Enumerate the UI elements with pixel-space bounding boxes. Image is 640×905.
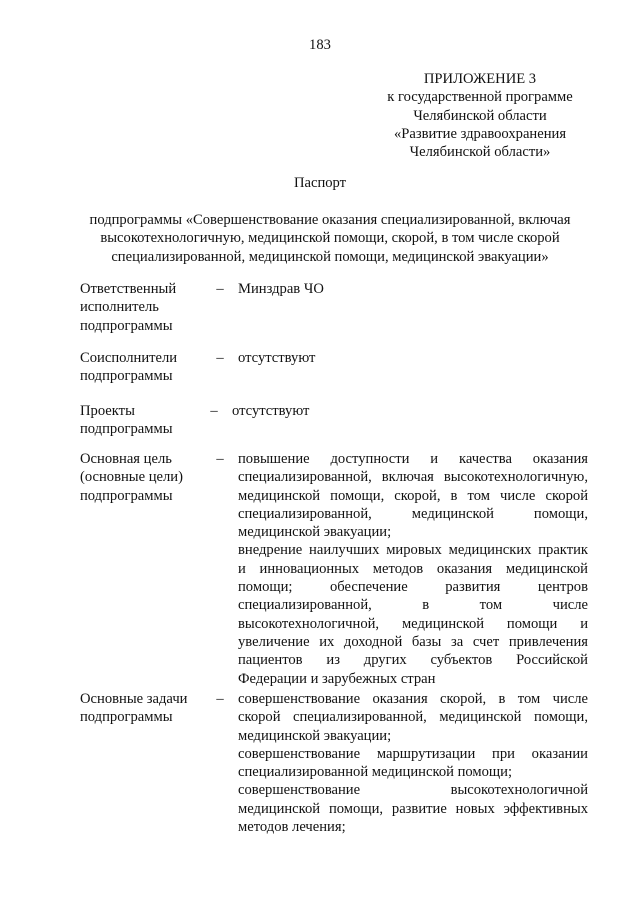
dash-separator: – [216, 350, 224, 366]
tasks-value [238, 690, 588, 836]
goal-line: специализированной, медицинской помощи, [238, 505, 588, 522]
appendix-header [360, 70, 600, 161]
dash-separator: – [216, 691, 224, 707]
goal-line: помощи; обеспечение развития центров [238, 579, 588, 596]
responsible-executor-value: Минздрав ЧО [238, 281, 324, 297]
task-line: совершенствование маршрутизации при оказании [238, 745, 588, 762]
dash-separator: – [216, 281, 224, 297]
goal-line: медицинской помощи, скорой, в том числе скорой [238, 487, 588, 504]
task-line: совершенствование оказания скорой, в том числе [238, 691, 588, 707]
projects-label: Проекты подпрограммы [80, 403, 173, 438]
subprogram-title-line: специализированной, медицинской помощи, медицинской эвакуации» [111, 248, 549, 265]
appendix-line: «Развитие здравоохранения [393, 125, 567, 142]
projects-row [80, 402, 590, 440]
subprogram-title-line: высокотехнологичную, медицинской помощи, скорой, в том числе скорой [100, 230, 560, 247]
passport-title: Паспорт [293, 175, 347, 191]
co-executors-label: Соисполнители подпрограммы [80, 350, 178, 385]
co-executors-value: отсутствуют [238, 350, 316, 366]
appendix-line: Челябинской области» [409, 144, 551, 161]
appendix-line: к государственной программе [387, 89, 573, 106]
goal-line: и инновационных методов оказания медицинской [238, 560, 588, 577]
task-line: специализированной медицинской помощи; [238, 764, 513, 781]
projects-value: отсутствуют [232, 403, 310, 419]
task-line: медицинской эвакуации; [238, 727, 392, 744]
responsible-executor-row [80, 280, 590, 336]
goal-line: увеличение их доходной базы за счет привлечения [238, 633, 588, 650]
goal-line: высокотехнологичной, медицинской помощи и [238, 615, 588, 632]
subprogram-title-line: подпрограммы «Совершенствование оказания специализированной, включая [89, 212, 571, 228]
page-number: 183 [309, 37, 331, 53]
responsible-executor-label: Ответственный исполнитель подпрограммы [80, 281, 177, 334]
task-line: скорой специализированной, медицинской помощи, [238, 709, 588, 726]
goal-line: специализированной, в том числе [238, 597, 588, 614]
task-line: методов лечения; [238, 819, 346, 836]
goal-line: внедрение наилучших мировых медицинских практик [238, 542, 588, 559]
dash-separator: – [216, 451, 224, 467]
appendix-line: Челябинской области [413, 107, 547, 124]
goal-line: пациентов из других субъектов Российской [238, 652, 588, 669]
task-line: совершенствование высокотехнологичной [238, 782, 588, 799]
goal-line: специализированной, включая высокотехнологичную, [238, 469, 588, 486]
tasks-row [80, 690, 590, 840]
goals-label: Основная цель (основные цели) подпрограммы [80, 451, 183, 504]
subprogram-title [60, 211, 600, 266]
goal-line: повышение доступности и качества оказания [238, 451, 588, 467]
goal-line: Федерации и зарубежных стран [238, 670, 436, 687]
dash-separator: – [210, 403, 218, 419]
appendix-line: ПРИЛОЖЕНИЕ 3 [423, 71, 537, 87]
tasks-label: Основные задачи подпрограммы [80, 691, 188, 726]
goals-value [238, 450, 588, 688]
co-executors-row [80, 349, 590, 387]
goal-line: медицинской эвакуации; [238, 524, 392, 541]
task-line: медицинской помощи, развитие новых эффективных [238, 800, 588, 817]
goals-row [80, 450, 590, 690]
